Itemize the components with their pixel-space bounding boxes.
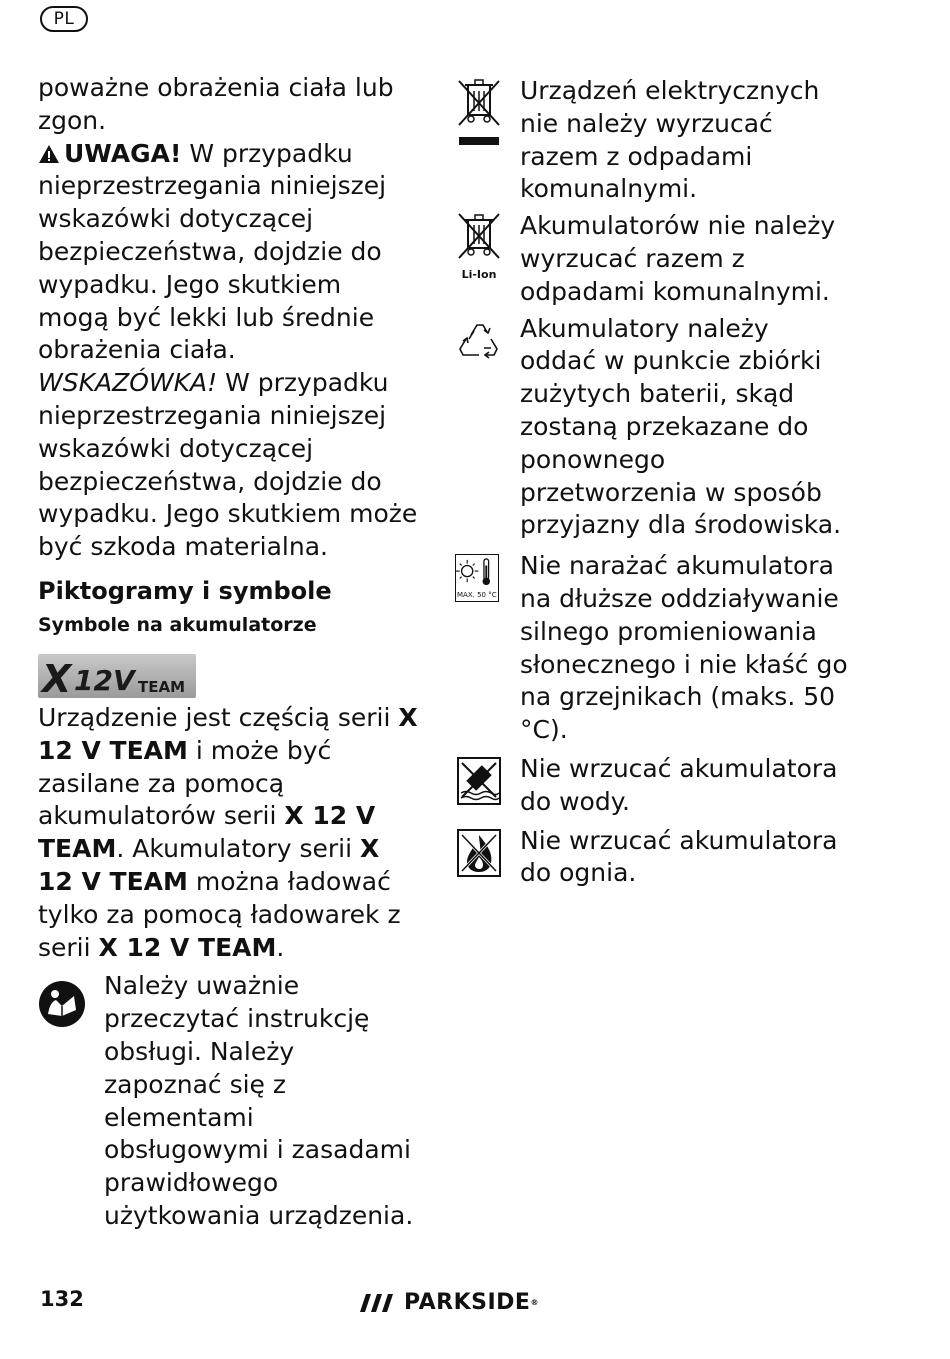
section-title: Piktogramy i symbole [38,576,332,605]
left-column [38,72,418,1233]
symbol-row-fire [455,825,850,891]
right-column [455,75,850,890]
note-label: WSKAZÓWKA! [38,368,218,398]
recycling-icon [455,317,503,365]
max-temp-label: MAX. 50 °C [457,591,497,600]
symbol-row-recycling [455,313,850,543]
brand-registered-mark: ® [530,1298,539,1307]
warning-paragraph [38,138,418,368]
symbol-text-water: Nie wrzucać akumulatora do wody. [520,753,838,816]
symbol-text-heat: Nie narażać akumulatora na dłuższe oddziaływanie silnego promieniowania słonecznego i nie kłaść go na grzejnikach (maks. 50 °C). [520,551,848,745]
symbol-text-li-ion: Akumulatorów nie należy wyrzucać razem z odpadami komunalnymi. [520,211,836,306]
symbol-text-fire: Nie wrzucać akumulatora do ognia. [520,825,838,888]
no-fire-icon [455,829,503,877]
x12v-team-logo [38,654,196,698]
page-number: 132 [40,1287,84,1311]
note-paragraph [38,367,418,564]
series-name-4: X 12 V TEAM [98,932,277,962]
read-manual-icon [38,980,86,1028]
symbol-row-heat [455,550,850,747]
symbol-row-li-ion [455,210,850,308]
symbol-text-weee: Urządzeń elektrycznych nie należy wyrzucać razem z odpadami komunalnymi. [520,76,820,204]
brand-slashes-icon [360,1294,396,1312]
series-text-1: Urządzenie jest częścią serii [38,702,399,732]
x12v-team-logo-icon [38,654,196,698]
series-text-4: można ładować tylko za pomocą ładowarek z serii [38,866,401,962]
series-text-3: . Akumulatory serii [116,834,361,864]
brand-logo [360,1290,539,1315]
warning-text: W przypadku nieprzestrzegania niniejszej wskazówki dotyczącej bezpieczeństwa, dojdzie do wypadku. Jego skutkiem mogą być lekki lub średnie obrażenia ciała. [38,138,387,365]
crossed-bin-li-ion-icon [455,210,503,260]
language-badge: PL [40,6,88,32]
li-ion-label: Li-Ion [461,267,497,281]
subsection-title: Symbole na akumulatorze [38,613,317,636]
sun-thermometer-icon [456,555,497,589]
series-text-5: . [276,932,285,962]
no-water-icon [455,757,503,805]
series-name-2: X 12 V TEAM [38,801,376,864]
read-manual-row [38,970,418,1232]
svg-text:TEAM: TEAM [138,677,186,696]
svg-text:12V: 12V [74,663,135,697]
series-name-1: X 12 V TEAM [38,702,418,765]
symbol-row-water [455,753,850,819]
symbol-text-recycling: Akumulatory należy oddać w punkcie zbiórki zużytych baterii, skąd zostaną przekazane do ponownego przetworzenia w sposób przyjazny dla środowiska. [520,313,842,540]
series-paragraph [38,702,418,964]
series-name-3: X 12 V TEAM [38,834,380,896]
series-text-2: i może być zasilane za pomocą akumulatorów serii [38,735,332,831]
warning-label: UWAGA! [64,138,182,168]
svg-text:X: X [42,656,72,698]
crossed-bin-weee-icon [455,75,503,151]
crossed-bin-li-ion-icon-wrap [455,210,503,281]
symbol-row-weee [455,75,850,206]
brand-name: PARKSIDE [404,1290,531,1315]
read-manual-text: Należy uważnie przeczytać instrukcję obsługi. Należy zapoznać się z elementami obsługowymi i zasadami prawidłowego użytkowania urządzenia. [104,971,414,1230]
sun-thermometer-icon-wrap [455,554,503,602]
warning-triangle-icon [38,144,60,164]
paragraph-intro: poważne obrażenia ciała lub zgon. [38,73,394,135]
note-text: W przypadku nieprzestrzegania niniejszej wskazówki dotyczącej bezpieczeństwa, dojdzie do wypadku. Jego skutkiem może być szkoda materialna. [38,368,418,562]
